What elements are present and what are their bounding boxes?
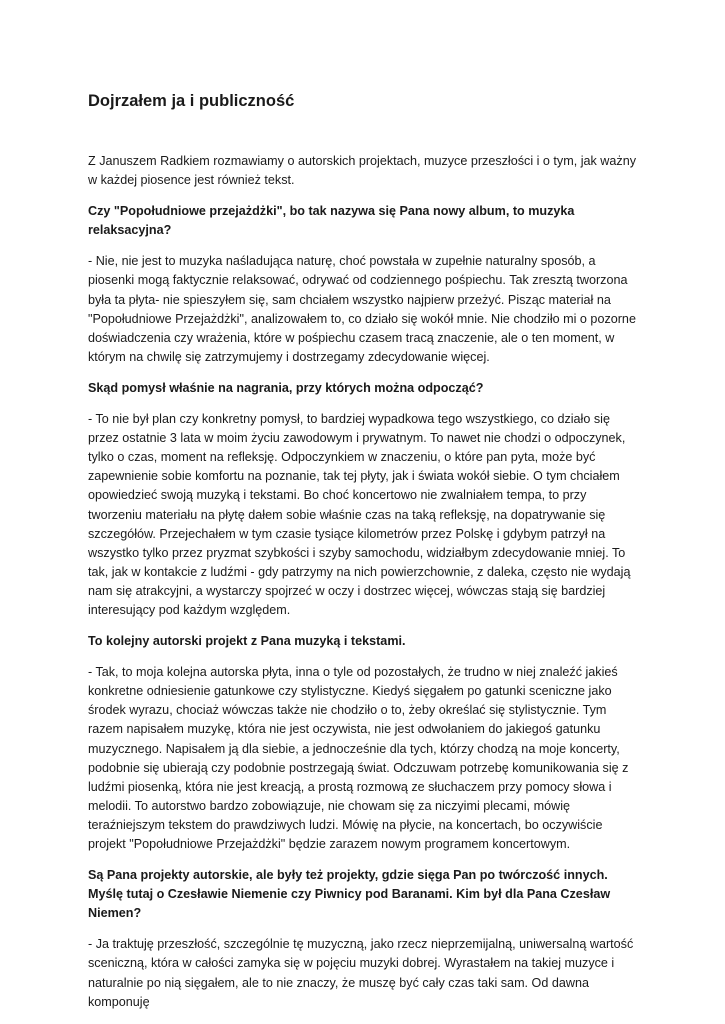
interview-answer: - Ja traktuję przeszłość, szczególnie tę muzyczną, jako rzecz nieprzemijalną, uniwersalną wartość sceniczną, która w całości zamyka się w pojęciu muzyki dobrej. Wyrastałem na takiej muzyce i naturalnie po nią sięgałem, ale to nie znaczy, że muszę być cały czas taki sam. Od dawna komponuję [88,937,634,1009]
intro-paragraph: Z Januszem Radkiem rozmawiamy o autorskich projektach, muzyce przeszłości i o tym, jak ważny w każdej piosence jest również tekst. [88,154,637,188]
article-body [88,152,636,1024]
document-title: Dojrzałem ja i publiczność [88,92,295,110]
interview-answer: - To nie był plan czy konkretny pomysł, to bardziej wypadkowa tego wszystkiego, co działo się przez ostatnie 3 lata w moim życiu zawodowym i prywatnym. To nawet nie chodzi o odpoczynek, tylko o czas, moment na refleksję. Odpoczynkiem w znaczeniu, o które pan pyta, może być zapewnienie sobie komfortu na poznanie, tak tej płyty, jak i świata wokół siebie. O tym chciałem opowiedzieć swoją muzyką i tekstami. Bo choć koncertowo nie zwalniałem tempa, to przy tworzeniu materiału na płytę dałem sobie właśnie czas na taką refleksję, na dopatrywanie się szczegółów. Przejechałem w tym czasie tysiące kilometrów przez Polskę i gdybym patrzył na wszystko tylko przez pryzmat szybkości i szyby samochodu, widziałbym zdecydowanie mniej. To tak, jak w kontakcie z ludźmi - gdy patrzymy na nich powierzchownie, z daleka, często nie wydają nam się atrakcyjni, a wystarczy spojrzeć w oczy i dostrzec więcej, wówczas stają się bardziej interesujący pod każdym względem. [88,412,631,617]
interview-question: Czy "Popołudniowe przejażdżki", bo tak nazywa się Pana nowy album, to muzyka relaksacyjna? [88,204,575,238]
interview-question: Skąd pomysł właśnie na nagrania, przy których można odpocząć? [88,380,484,395]
interview-answer: - Nie, nie jest to muzyka naśladująca naturę, choć powstała w zupełnie naturalny sposób, a piosenki mogą faktycznie relaksować, odrywać od codziennego pośpiechu. Tak zresztą tworzona była ta płyta- nie spieszyłem się, sam chciałem wszystko najpierw przeżyć. Pisząc materiał na "Popołudniowe Przejażdżki", analizowałem to, co działo się wokół mnie. Nie chodziło mi o pozorne doświadczenia czy wrażenia, które w pośpiechu czasem tracą znaczenie, ale o ten moment, w którym na chwilę się zatrzymujemy i dostrzegamy zdecydowanie więcej. [88,254,636,364]
interview-answer: - Tak, to moja kolejna autorska płyta, inna o tyle od pozostałych, że trudno w niej znaleźć jakieś konkretne odniesienie gatunkowe czy stylistyczne. Kiedyś sięgałem po gatunki sceniczne jako środek wyrazu, chociaż wówczas także nie chodziło o to, żeby określać się stylistycznie. Tym razem napisałem muzykę, która nie jest oczywista, nie jest odwołaniem do jakiegoś gatunku muzycznego. Napisałem ją dla siebie, a jednocześnie dla tych, którzy chodzą na moje koncerty, podobnie się ubierają czy podobnie postrzegają świat. Odczuwam potrzebę komunikowania się z ludźmi piosenką, która nie jest kreacją, a prostą rozmową ze słuchaczem przy pomocy słowa i melodii. To autorstwo bardzo zobowiązuje, nie chowam się za niczyimi plecami, mówię teraźniejszym tekstem do prawdziwych ludzi. Mówię na płycie, na koncertach, bo oczywiście projekt "Popołudniowe Przejażdżki" będzie zarazem nowym programem koncertowym. [88,665,629,851]
interview-question: To kolejny autorski projekt z Pana muzyką i tekstami. [88,634,406,649]
interview-question: Są Pana projekty autorskie, ale były też projekty, gdzie sięga Pan po twórczość innych. Myślę tutaj o Czesławie Niemenie czy Piwnicy pod Baranami. Kim był dla Pana Czesław Niemen? [88,868,611,921]
